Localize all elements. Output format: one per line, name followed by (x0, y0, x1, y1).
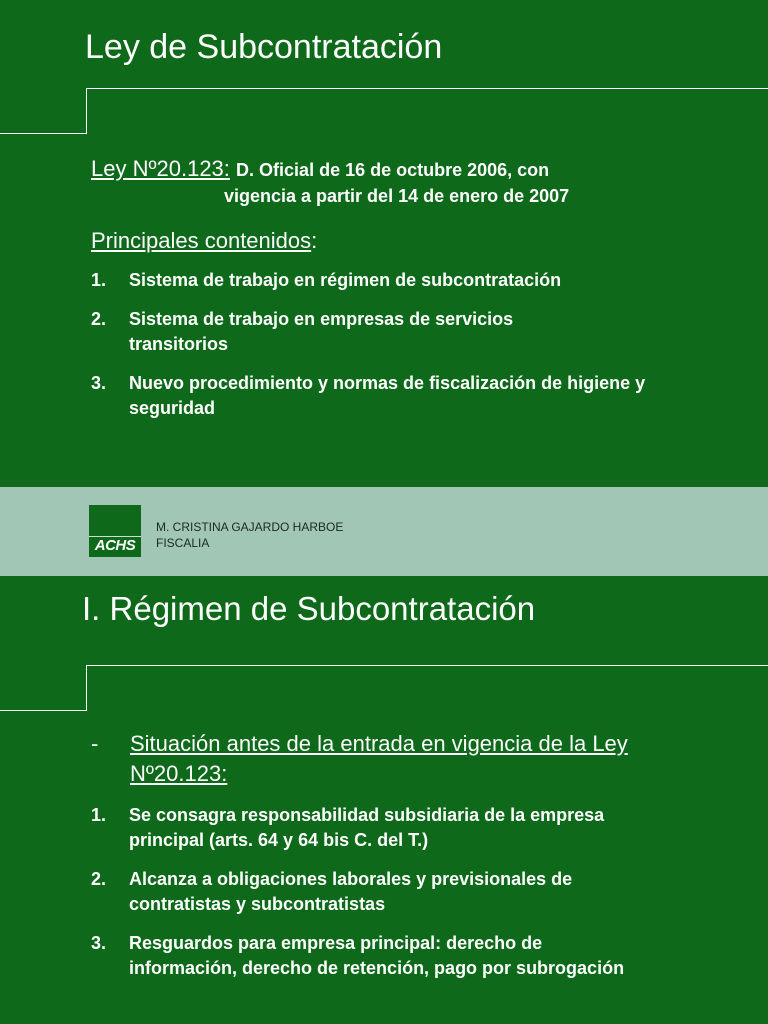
contents-list (91, 268, 691, 421)
decorative-line (86, 88, 768, 89)
slide-2-subheading: Situación antes de la entrada en vigencia de la Ley Nº20.123: (130, 731, 628, 786)
footer-band (0, 487, 768, 576)
list-item-number: 2. (91, 309, 107, 329)
list-item-text: Sistema de trabajo en régimen de subcontratación (129, 270, 562, 290)
list-item-text: Nuevo procedimiento y normas de fiscalización de higiene y seguridad (129, 373, 646, 418)
decorative-line (86, 665, 768, 666)
list-item-text: Resguardos para empresa principal: derecho de información, derecho de retención, pago por subrogación (129, 933, 625, 978)
list-item (91, 803, 631, 853)
list-item-number: 3. (91, 933, 107, 953)
list-item-number: 2. (91, 869, 107, 889)
footer-author: M. CRISTINA GAJARDO HARBOE (156, 520, 344, 534)
list-item-text: Sistema de trabajo en empresas de servicios transitorios (129, 309, 514, 354)
list-item (91, 268, 691, 293)
slide-2-title: I. Régimen de Subcontratación (82, 590, 536, 627)
footer-department: FISCALIA (156, 536, 210, 550)
contents-heading (91, 228, 317, 254)
list-item (91, 931, 651, 981)
decorative-line (86, 88, 87, 134)
list-item-number: 1. (91, 805, 107, 825)
subheading-dash: - (91, 731, 99, 756)
law-label: Ley Nº20.123: (91, 156, 230, 181)
slide-1 (0, 0, 768, 487)
decorative-line (86, 665, 87, 711)
situation-list (91, 803, 671, 981)
logo-text: ACHS (94, 537, 136, 554)
list-item-text: Se consagra responsabilidad subsidiaria de la empresa principal (arts. 64 y 64 bis C. del T.) (129, 805, 605, 850)
list-item-number: 3. (91, 373, 107, 393)
decorative-line (0, 133, 86, 134)
law-description-line-2: vigencia a partir del 14 de enero de 2007 (224, 186, 570, 206)
list-item-number: 1. (91, 270, 107, 290)
law-reference (91, 156, 549, 182)
list-item (91, 307, 611, 357)
achs-logo (89, 505, 141, 557)
list-item (91, 371, 661, 421)
list-item-text: Alcanza a obligaciones laborales y previsionales de contratistas y subcontratistas (129, 869, 573, 914)
decorative-line (0, 710, 86, 711)
list-item (91, 867, 671, 917)
slide-2 (0, 576, 768, 1024)
slide-1-title: Ley de Subcontratación (85, 28, 443, 66)
contents-heading-colon: : (311, 228, 318, 253)
law-description-line-1: D. Oficial de 16 de octubre 2006, con (236, 160, 550, 180)
contents-heading-text: Principales contenidos (91, 228, 312, 253)
